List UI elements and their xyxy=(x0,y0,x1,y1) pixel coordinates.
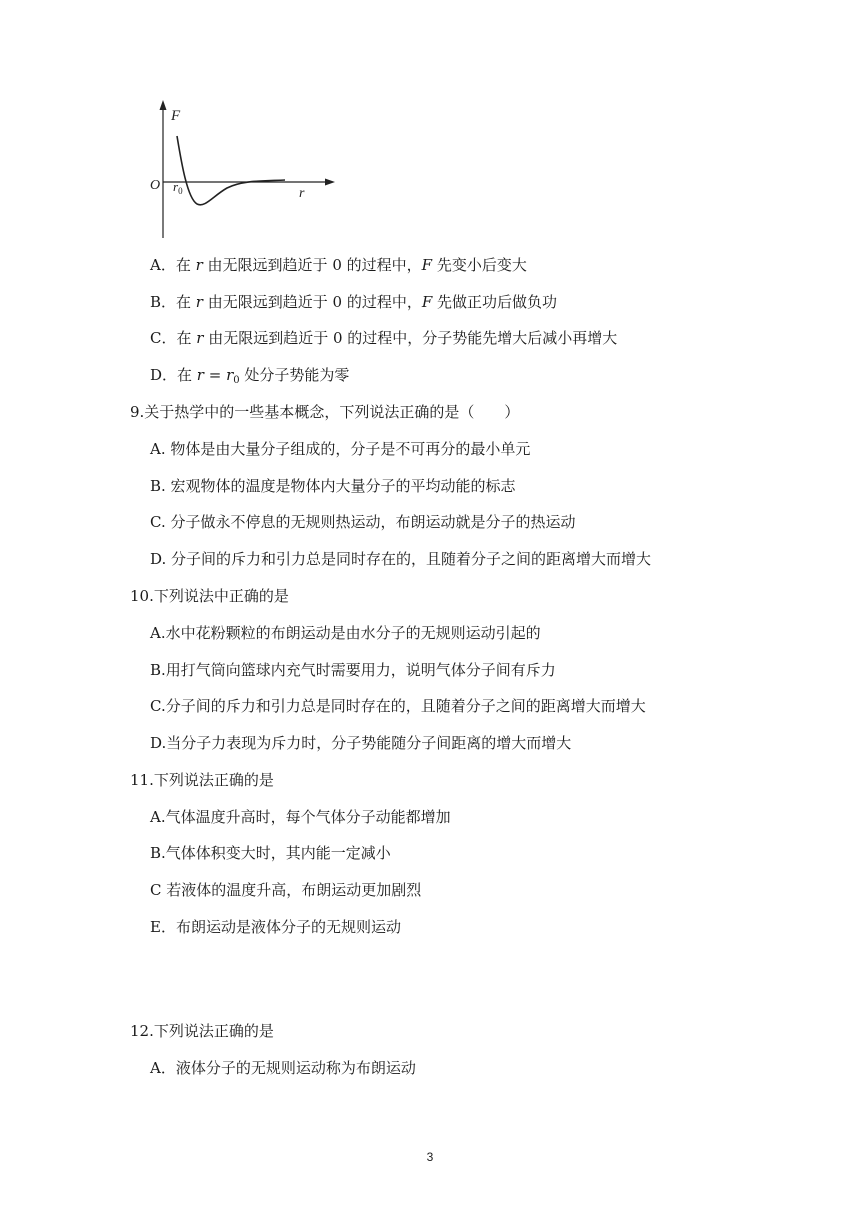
q8-option-a: A．在 r 由无限远到趋近于 0 的过程中，F 先变小后变大 xyxy=(150,256,527,274)
q9-option-a: A. 物体是由大量分子组成的，分子是不可再分的最小单元 xyxy=(150,440,531,458)
y-axis-arrow xyxy=(160,100,167,110)
q9-stem: 9.关于热学中的一些基本概念，下列说法正确的是（ ） xyxy=(130,403,520,421)
force-distance-graph xyxy=(145,98,335,243)
r0-label: $r_0$ xyxy=(173,179,183,196)
x-axis-arrow xyxy=(325,179,335,186)
q8-option-d: D．在 $r = r_0$ 处分子势能为零 xyxy=(150,366,350,386)
q8-option-c: C．在 r 由无限远到趋近于 0 的过程中，分子势能先增大后减小再增大 xyxy=(150,329,618,347)
q9-option-c: C. 分子做永不停息的无规则热运动，布朗运动就是分子的热运动 xyxy=(150,513,576,531)
q10-option-c: C.分子间的斥力和引力总是同时存在的，且随着分子之间的距离增大而增大 xyxy=(150,697,646,715)
q10-stem: 10.下列说法中正确的是 xyxy=(130,587,289,605)
q10-option-a: A.水中花粉颗粒的布朗运动是由水分子的无规则运动引起的 xyxy=(150,624,541,642)
q12-option-a: A．液体分子的无规则运动称为布朗运动 xyxy=(150,1059,416,1077)
q9-option-d: D. 分子间的斥力和引力总是同时存在的，且随着分子之间的距离增大而增大 xyxy=(150,550,652,568)
q10-option-b: B.用打气筒向篮球内充气时需要用力，说明气体分子间有斥力 xyxy=(150,661,556,679)
origin-label: O xyxy=(150,178,161,193)
force-curve xyxy=(177,136,285,205)
y-axis-label: F xyxy=(171,108,181,124)
q8-option-b: B．在 r 由无限远到趋近于 0 的过程中，F 先做正功后做负功 xyxy=(150,293,558,311)
q9-option-b: B. 宏观物体的温度是物体内大量分子的平均动能的标志 xyxy=(150,477,516,495)
q11-option-c: C 若液体的温度升高，布朗运动更加剧烈 xyxy=(150,881,422,899)
x-axis-label: r xyxy=(299,186,305,201)
page-number: 3 xyxy=(426,1150,434,1164)
q10-option-d: D.当分子力表现为斥力时，分子势能随分子间距离的增大而增大 xyxy=(150,734,572,752)
q11-option-a: A.气体温度升高时，每个气体分子动能都增加 xyxy=(150,808,451,826)
q12-stem: 12.下列说法正确的是 xyxy=(130,1022,274,1040)
q11-stem: 11.下列说法正确的是 xyxy=(130,771,274,789)
q11-option-b: B.气体体积变大时，其内能一定减小 xyxy=(150,844,391,862)
q11-option-e: E．布朗运动是液体分子的无规则运动 xyxy=(150,918,401,936)
